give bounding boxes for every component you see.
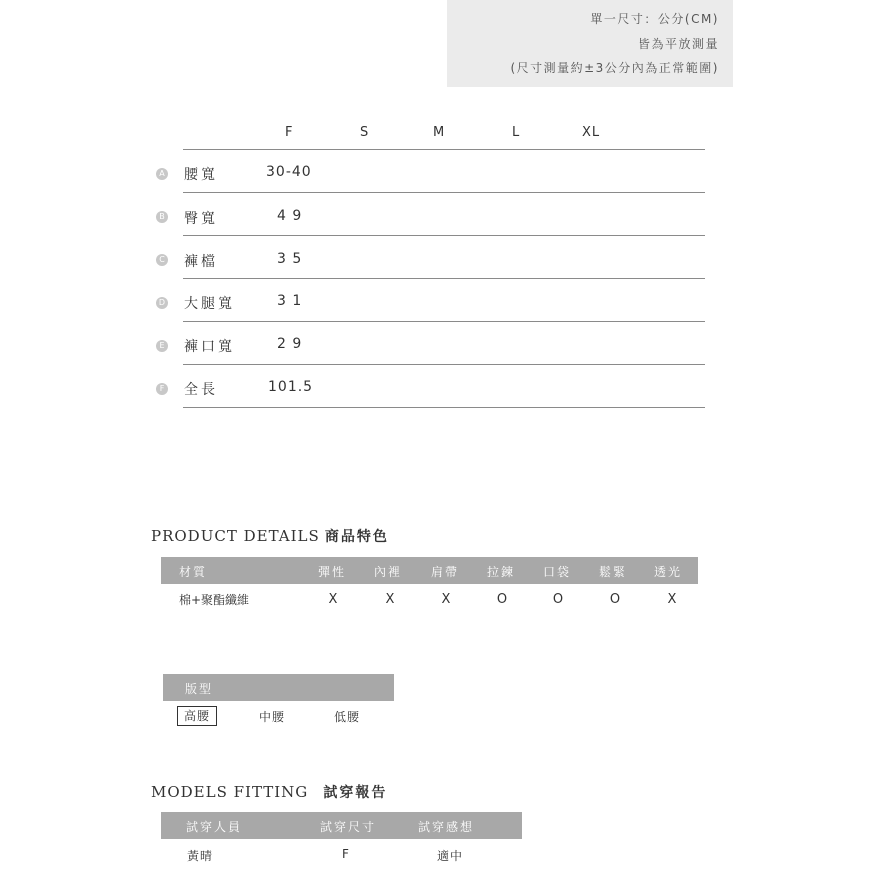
row-badge-f: F — [156, 383, 168, 395]
product-details-title — [151, 526, 389, 546]
models-fitting-title-en: MODELS FITTING — [151, 783, 309, 801]
feature-value-stretch: X — [328, 592, 338, 607]
row-value-leg-opening: 2 9 — [277, 336, 303, 352]
row-badge-d: D — [156, 297, 168, 309]
fit-option-low-waist: 低腰 — [334, 710, 361, 724]
row-value-thigh: 3 1 — [277, 293, 303, 309]
fit-header: 版型 — [185, 682, 214, 696]
material-header: 材質 — [179, 565, 208, 579]
fitting-size-value: F — [342, 847, 349, 861]
size-header-m: M — [433, 125, 446, 140]
fit-option-mid-waist: 中腰 — [259, 710, 286, 724]
fit-option-high-waist: 高腰 — [177, 706, 217, 726]
product-details-header-bar — [161, 557, 698, 584]
row-badge-b: B — [156, 211, 168, 223]
divider — [183, 407, 705, 408]
feature-value-pocket: O — [552, 592, 564, 607]
divider — [183, 192, 705, 193]
size-header-f: F — [285, 125, 294, 140]
row-value-length: 101.5 — [268, 379, 314, 395]
feature-header-elastic: 鬆緊 — [599, 565, 628, 579]
feature-header-strap: 肩帶 — [431, 565, 460, 579]
row-label-length: 全長 — [184, 382, 218, 398]
row-badge-c: C — [156, 254, 168, 266]
row-badge-e: E — [156, 340, 168, 352]
feature-value-lining: X — [385, 592, 395, 607]
size-header-s: S — [360, 125, 370, 140]
divider — [183, 364, 705, 365]
row-value-rise: 3 5 — [277, 251, 303, 267]
divider — [183, 235, 705, 236]
note-flat-measure: 皆為平放測量 — [637, 37, 719, 51]
divider — [183, 321, 705, 322]
feature-header-lining: 內裡 — [374, 565, 403, 579]
feature-header-sheer: 透光 — [654, 565, 683, 579]
fitting-model-name: 黃晴 — [187, 849, 214, 863]
product-details-title-en: PRODUCT DETAILS — [151, 527, 320, 545]
divider — [183, 278, 705, 279]
divider — [183, 149, 705, 150]
fit-header-bar — [163, 674, 394, 701]
note-tolerance: (尺寸測量約±3公分內為正常範圍) — [510, 61, 719, 75]
feature-value-strap: X — [441, 592, 451, 607]
row-label-thigh: 大腿寬 — [184, 296, 235, 312]
models-fitting-title — [151, 782, 387, 802]
fitting-header-feedback: 試穿感想 — [418, 820, 475, 834]
row-badge-a: A — [156, 168, 168, 180]
measurement-note — [447, 0, 733, 87]
product-details-title-zh: 商品特色 — [324, 529, 389, 545]
material-value: 棉+聚酯纖維 — [179, 593, 250, 607]
row-label-waist: 腰寬 — [184, 167, 218, 183]
fitting-feedback-value: 適中 — [437, 849, 464, 863]
models-fitting-header-bar — [161, 812, 522, 839]
feature-header-pocket: 口袋 — [543, 565, 572, 579]
fitting-header-size: 試穿尺寸 — [320, 820, 377, 834]
feature-value-elastic: O — [609, 592, 621, 607]
fitting-header-model: 試穿人員 — [186, 820, 243, 834]
feature-header-zipper: 拉鍊 — [487, 565, 516, 579]
feature-header-stretch: 彈性 — [318, 565, 347, 579]
feature-value-sheer: X — [667, 592, 677, 607]
size-header-l: L — [512, 125, 521, 140]
size-header-xl: XL — [582, 125, 601, 140]
feature-value-zipper: O — [496, 592, 508, 607]
note-unit: 單一尺寸：公分(CM) — [590, 12, 719, 26]
row-label-rise: 褲檔 — [184, 254, 218, 270]
row-value-hip: 4 9 — [277, 208, 303, 224]
row-value-waist: 30-40 — [266, 164, 312, 180]
row-label-hip: 臀寬 — [184, 211, 218, 227]
row-label-leg-opening: 褲口寬 — [184, 339, 235, 355]
models-fitting-title-zh: 試穿報告 — [323, 785, 388, 801]
